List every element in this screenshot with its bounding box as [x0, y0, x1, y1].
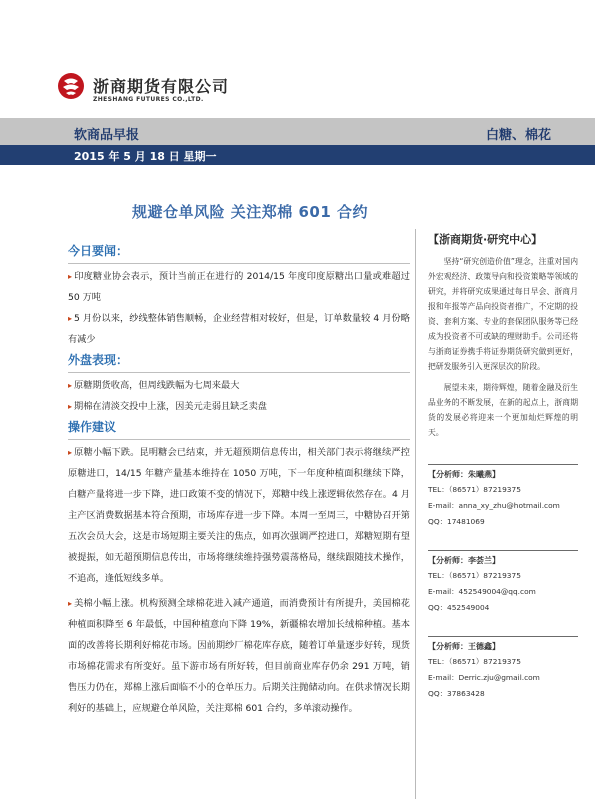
section-heading: 今日要闻：	[68, 244, 129, 258]
analyst-card	[428, 550, 578, 616]
document-title: 规避仓单风险 关注郑棉 601 合约	[132, 203, 368, 221]
section-divider	[68, 439, 410, 440]
company-name-cn: 浙商期货有限公司	[93, 77, 230, 96]
sidebar	[428, 232, 578, 702]
bullet-arrow-icon: ▸	[68, 272, 73, 281]
bullet-arrow-icon: ▸	[68, 448, 73, 457]
list-item: ▸ 期棉在清淡交投中上涨，因美元走弱且缺乏卖盘	[68, 401, 267, 412]
list-item: ▸ 5 月份以来，纱线整体销售顺畅，企业经营相对较好，但是，订单数量较 4 月份略有减少	[68, 313, 410, 345]
section-overseas	[68, 350, 410, 417]
analyst-email: E-mail：anna_xy_zhu@hotmail.com	[428, 501, 560, 510]
report-date: 2015 年 5 月 18 日 星期一	[74, 150, 217, 163]
analyst-qq: QQ：452549004	[428, 603, 490, 612]
bullet-arrow-icon: ▸	[68, 381, 73, 390]
report-type-band	[0, 118, 595, 145]
report-header	[0, 0, 595, 118]
sidebar-paragraph: 坚持“研究创造价值”理念，注重对国内外宏观经济、政策导向和投资策略等领域的研究，并将研究成果通过每日早会、浙商月报和年报等产品向投资者推广，不定期的投资、套利方案、专业的套保团队服务等已经成为投资者不可或缺的理财助手。公司还将与浙商证券携手将证券期货研究做到更好，把研发服务引入更深层次的阶段。	[428, 257, 578, 371]
main-column	[68, 241, 410, 719]
analyst-card	[428, 636, 578, 702]
sidebar-paragraph: 展望未来，期待辉煌，随着金融及衍生品业务的不断发展，在新的起点上，浙商期货的发展必将迎来一个更加灿烂辉煌的明天。	[428, 383, 578, 437]
company-logo-icon	[57, 72, 85, 100]
bullet-arrow-icon: ▸	[68, 599, 73, 608]
analyst-qq: QQ：17481069	[428, 517, 485, 526]
analyst-email: E-mail：Derric.zju@gmail.com	[428, 673, 540, 682]
list-item: ▸ 原糖小幅下跌。昆明糖会已结束，并无超预期信息传出，相关部门表示将继续严控原糖进口，14/15 年糖产量基本维持在 1050 万吨，下一年度种植面积继续下降，白糖产量将进一步下降，进口政策不变的情况下，郑糖中线上涨逻辑依然存在。4 月主产区消费数据基本符合预期，市场库存进一步下降。本周一至周三，中糖协召开第五次会员大会，这是市场短期主要关注的焦点，如再次强调严控进口，郑糖短期有望被提振，如无超预期信息传出，市场将继续维持强势震荡格局，继续跟随技术操作，不追高，逢低短线多单。	[68, 447, 410, 584]
analyst-header: 【分析师：李荟兰】	[428, 556, 500, 565]
section-heading: 操作建议	[68, 420, 117, 434]
analyst-tel: TEL：（86571）87219375	[428, 571, 521, 580]
bullet-arrow-icon: ▸	[68, 402, 73, 411]
date-band	[0, 145, 595, 165]
section-divider	[68, 372, 410, 373]
section-divider	[68, 263, 410, 264]
sidebar-title: 【浙商期货·研究中心】	[428, 233, 543, 246]
list-item: ▸ 印度糖业协会表示，预计当前正在进行的 2014/15 年度印度原糖出口量或难超过 50 万吨	[68, 271, 410, 303]
analyst-qq: QQ：37863428	[428, 689, 485, 698]
bullet-arrow-icon: ▸	[68, 314, 73, 323]
company-name-en: ZHESHANG FUTURES CO.,LTD.	[93, 96, 204, 103]
column-divider	[415, 229, 416, 799]
section-news	[68, 241, 410, 350]
analyst-tel: TEL：（86571）87219375	[428, 657, 521, 666]
list-item: ▸ 原糖期货收高，但周线跌幅为七周来最大	[68, 380, 240, 391]
section-heading: 外盘表现：	[68, 353, 129, 367]
report-type: 软商品早报	[74, 128, 140, 143]
section-advice	[68, 417, 410, 719]
analyst-card	[428, 464, 578, 530]
commodities-label: 白糖、棉花	[485, 128, 551, 143]
analyst-header: 【分析师：王德鑫】	[428, 642, 500, 651]
analyst-header: 【分析师：朱曦燕】	[428, 470, 500, 479]
list-item: ▸ 美棉小幅上涨。机构预测全球棉花进入减产通道，而消费预计有所提升，美国棉花种植面积降至 6 年最低，中国种植意向下降 19%，新疆棉农增加长绒棉种植。基本面的改善将长期利好棉花市场。因前期纱厂棉花库存底，随着订单量逐步好转，现货市场棉花需求有所变好。虽下游市场有所好转，但目前商业库存仍余 291 万吨，销售压力仍在，郑棉上涨后面临不小的仓单压力。后期关注抛储动向。在供求情况长期利好的基础上，应规避仓单风险，关注郑棉 601 合约，多单滚动操作。	[68, 598, 410, 714]
analyst-tel: TEL：（86571）87219375	[428, 485, 521, 494]
analyst-email: E-mail：452549004@qq.com	[428, 587, 536, 596]
